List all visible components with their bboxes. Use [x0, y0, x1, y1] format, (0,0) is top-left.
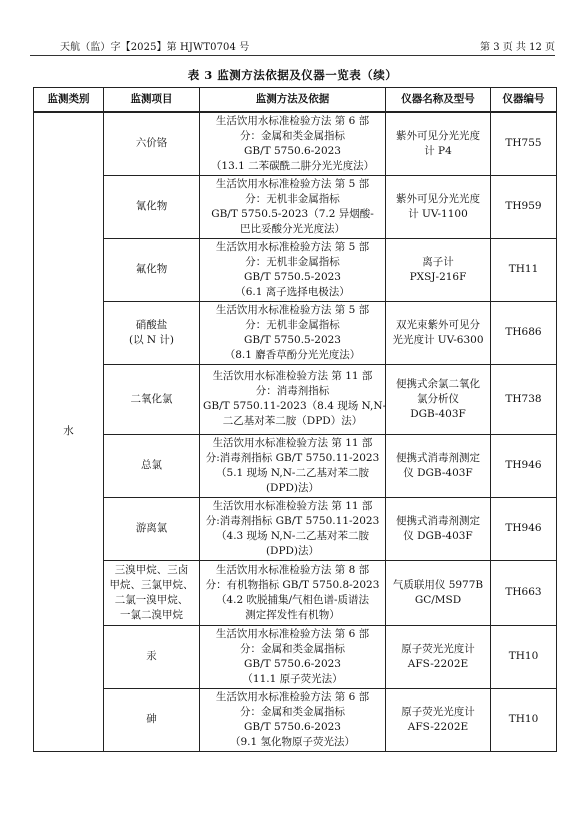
method-cell-line: 生活饮用水标准检验方法 第 6 部 — [215, 690, 370, 703]
item-cell-line: 硝酸盐 — [135, 318, 168, 331]
item-cell — [104, 175, 200, 238]
method-cell-line: (DPD)法） — [265, 544, 320, 557]
method-cell-line: 生活饮用水标准检验方法 第 5 部 — [215, 177, 370, 190]
instrument-code-cell: TH959 — [491, 175, 557, 238]
instrument-code-cell: TH663 — [491, 560, 557, 625]
table-title: 表 3 监测方法依据及仪器一览表（续） — [187, 68, 398, 82]
item-cell-line: 二氧化氯 — [130, 392, 173, 405]
item-cell — [104, 560, 200, 625]
method-cell-line: 分：金属和类金属指标 — [240, 705, 345, 718]
method-cell-line: (DPD)法） — [265, 481, 320, 494]
item-cell-line: 氰化物 — [135, 200, 168, 212]
instrument-cell — [386, 364, 491, 434]
method-cell — [200, 301, 386, 364]
method-cell-line: GB/T 5750.5-2023 — [244, 333, 341, 346]
method-cell-line: 生活饮用水标准检验方法 第 8 部 — [215, 563, 370, 576]
instrument-cell-line: 计 UV-1100 — [408, 207, 468, 220]
item-cell-line: 汞 — [146, 650, 157, 662]
item-cell — [104, 238, 200, 301]
table-row — [34, 301, 557, 364]
table-row — [34, 625, 557, 688]
method-cell-line: 生活饮用水标准检验方法 第 5 部 — [215, 303, 370, 316]
col-header-instrument: 仪器名称及型号 — [386, 88, 491, 112]
method-cell-line: GB/T 5750.6-2023 — [244, 657, 341, 670]
methods-instruments-table — [33, 87, 557, 752]
method-cell-line: GB/T 5750.5-2023 — [244, 270, 341, 283]
method-cell-line: GB/T 5750.11-2023（8.4 现场 N,N- — [203, 400, 387, 412]
table-row — [34, 238, 557, 301]
instrument-cell-line: DGB-403F — [410, 407, 466, 420]
instrument-cell-line: 便携式消毒剂测定 — [396, 514, 480, 527]
col-header-method: 监测方法及依据 — [200, 88, 386, 112]
method-cell-line: 二乙基对苯二胺（DPD）法） — [222, 415, 363, 427]
item-cell-line: (以 N 计) — [128, 333, 175, 346]
col-header-item: 监测项目 — [104, 88, 200, 112]
method-cell-line: 巴比妥酸分光光度法） — [240, 222, 345, 235]
category-cell: 水 — [34, 112, 104, 752]
method-cell — [200, 688, 386, 751]
method-cell-line: 分：无机非金属指标 — [245, 192, 340, 205]
instrument-code-cell: TH686 — [491, 301, 557, 364]
method-cell-line: （4.2 吹脱捕集/气相色谱-质谱法 — [215, 593, 370, 606]
instrument-cell-line: 计 P4 — [424, 144, 452, 157]
item-cell-line: 三溴甲烷、三卤 — [114, 563, 189, 576]
table-row — [34, 688, 557, 751]
method-cell-line: 生活饮用水标准检验方法 第 11 部 — [212, 436, 373, 449]
item-cell-line: 砷 — [146, 713, 157, 725]
instrument-cell — [386, 625, 491, 688]
method-cell-line: 生活饮用水标准检验方法 第 6 部 — [215, 627, 370, 640]
instrument-cell-line: 便携式消毒剂测定 — [396, 451, 480, 464]
method-cell-line: 生活饮用水标准检验方法 第 11 部 — [212, 499, 373, 512]
method-cell — [200, 497, 386, 560]
method-cell-line: 分:消毒剂指标 GB/T 5750.11-2023 — [205, 514, 380, 527]
method-cell-line: GB/T 5750.6-2023 — [244, 720, 341, 733]
method-cell-line: （8.1 麝香草酚分光光度法） — [224, 348, 361, 361]
instrument-cell-line: GC/MSD — [414, 593, 462, 606]
report-number: 天航（监）字【2025】第 HJWT0704 号 — [60, 42, 250, 53]
col-header-code: 仪器编号 — [491, 88, 557, 112]
item-cell — [104, 364, 200, 434]
item-cell — [104, 301, 200, 364]
item-cell-line: 二氯一溴甲烷、 — [114, 593, 189, 606]
instrument-cell — [386, 238, 491, 301]
instrument-code-cell: TH946 — [491, 434, 557, 497]
instrument-code-cell: TH755 — [491, 112, 557, 176]
method-cell-line: 分：无机非金属指标 — [245, 255, 340, 268]
method-cell-line: （6.1 离子选择电极法） — [235, 285, 350, 298]
item-cell — [104, 688, 200, 751]
item-cell-line: 一氯二溴甲烷 — [120, 608, 183, 621]
instrument-code-cell: TH738 — [491, 364, 557, 434]
col-header-category: 监测类别 — [34, 88, 104, 112]
method-cell — [200, 238, 386, 301]
item-cell-line: 游离氯 — [135, 522, 168, 534]
instrument-cell — [386, 112, 491, 176]
item-cell — [104, 434, 200, 497]
item-cell-line: 甲烷、三氯甲烷、 — [109, 578, 194, 591]
method-cell-line: 生活饮用水标准检验方法 第 5 部 — [215, 240, 370, 253]
method-cell-line: （11.1 原子荧光法） — [242, 672, 343, 685]
page-indicator: 第 3 页 共 12 页 — [480, 42, 555, 53]
method-cell-line: 分：消毒剂指标 — [255, 385, 330, 397]
instrument-cell-line: AFS-2202E — [407, 657, 469, 670]
instrument-code-cell: TH11 — [491, 238, 557, 301]
instrument-cell — [386, 560, 491, 625]
method-cell-line: 测定挥发性有机物） — [245, 608, 340, 621]
method-cell — [200, 560, 386, 625]
method-cell-line: 生活饮用水标准检验方法 第 6 部 — [215, 114, 370, 127]
table-row — [34, 112, 557, 176]
instrument-cell-line: 便携式余氯二氧化 — [396, 377, 480, 390]
method-cell-line: （13.1 二苯碳酰二肼分光光度法） — [210, 159, 375, 172]
method-cell — [200, 112, 386, 176]
instrument-cell — [386, 434, 491, 497]
method-cell-line: GB/T 5750.6-2023 — [244, 144, 341, 157]
method-cell — [200, 175, 386, 238]
instrument-cell-line: 离子计 — [422, 255, 454, 268]
instrument-cell — [386, 301, 491, 364]
table-row — [34, 434, 557, 497]
instrument-cell-line: 光光度计 UV-6300 — [392, 333, 484, 346]
table-header-row — [34, 88, 557, 112]
method-cell-line: 分：金属和类金属指标 — [240, 129, 345, 142]
instrument-cell — [386, 688, 491, 751]
instrument-cell-line: PXSJ-216F — [409, 270, 467, 283]
item-cell-line: 六价铬 — [135, 137, 168, 149]
method-cell-line: 生活饮用水标准检验方法 第 11 部 — [212, 370, 373, 382]
table-row — [34, 497, 557, 560]
table-body — [34, 112, 557, 752]
method-cell-line: （4.3 现场 N,N-二乙基对苯二胺 — [216, 529, 369, 542]
method-cell-line: 分：有机物指标 GB/T 5750.8-2023 — [205, 578, 380, 591]
item-cell-line: 总氯 — [141, 459, 162, 471]
instrument-code-cell: TH10 — [491, 625, 557, 688]
method-cell — [200, 434, 386, 497]
item-cell — [104, 497, 200, 560]
instrument-code-cell: TH10 — [491, 688, 557, 751]
method-cell — [200, 364, 386, 434]
instrument-code-cell: TH946 — [491, 497, 557, 560]
instrument-cell-line: 原子荧光光度计 — [401, 705, 475, 718]
table-row — [34, 560, 557, 625]
method-cell-line: 分：金属和类金属指标 — [240, 642, 345, 655]
item-cell-line: 氟化物 — [135, 263, 168, 275]
table-row — [34, 175, 557, 238]
instrument-cell-line: 仪 DGB-403F — [403, 529, 473, 542]
table-row — [34, 364, 557, 434]
instrument-cell-line: 紫外可见分光光度 — [396, 192, 480, 205]
instrument-cell-line: 双光束紫外可见分 — [396, 318, 480, 331]
instrument-cell-line: 紫外可见分光光度 — [396, 129, 480, 142]
instrument-cell-line: 气质联用仪 5977B — [392, 578, 484, 591]
instrument-cell — [386, 497, 491, 560]
method-cell-line: （9.1 氢化物原子荧光法） — [229, 735, 356, 748]
instrument-cell-line: 原子荧光光度计 — [401, 642, 475, 655]
method-cell-line: GB/T 5750.5-2023（7.2 异烟酸- — [211, 207, 374, 220]
method-cell-line: 分：无机非金属指标 — [245, 318, 340, 331]
header-divider — [30, 55, 555, 56]
instrument-cell-line: AFS-2202E — [407, 720, 469, 733]
method-cell-line: （5.1 现场 N,N-二乙基对苯二胺 — [216, 466, 369, 479]
instrument-cell — [386, 175, 491, 238]
item-cell — [104, 625, 200, 688]
item-cell — [104, 112, 200, 176]
method-cell-line: 分:消毒剂指标 GB/T 5750.11-2023 — [205, 451, 380, 464]
method-cell — [200, 625, 386, 688]
instrument-cell-line: 氯分析仪 — [417, 392, 459, 405]
instrument-cell-line: 仪 DGB-403F — [403, 466, 473, 479]
